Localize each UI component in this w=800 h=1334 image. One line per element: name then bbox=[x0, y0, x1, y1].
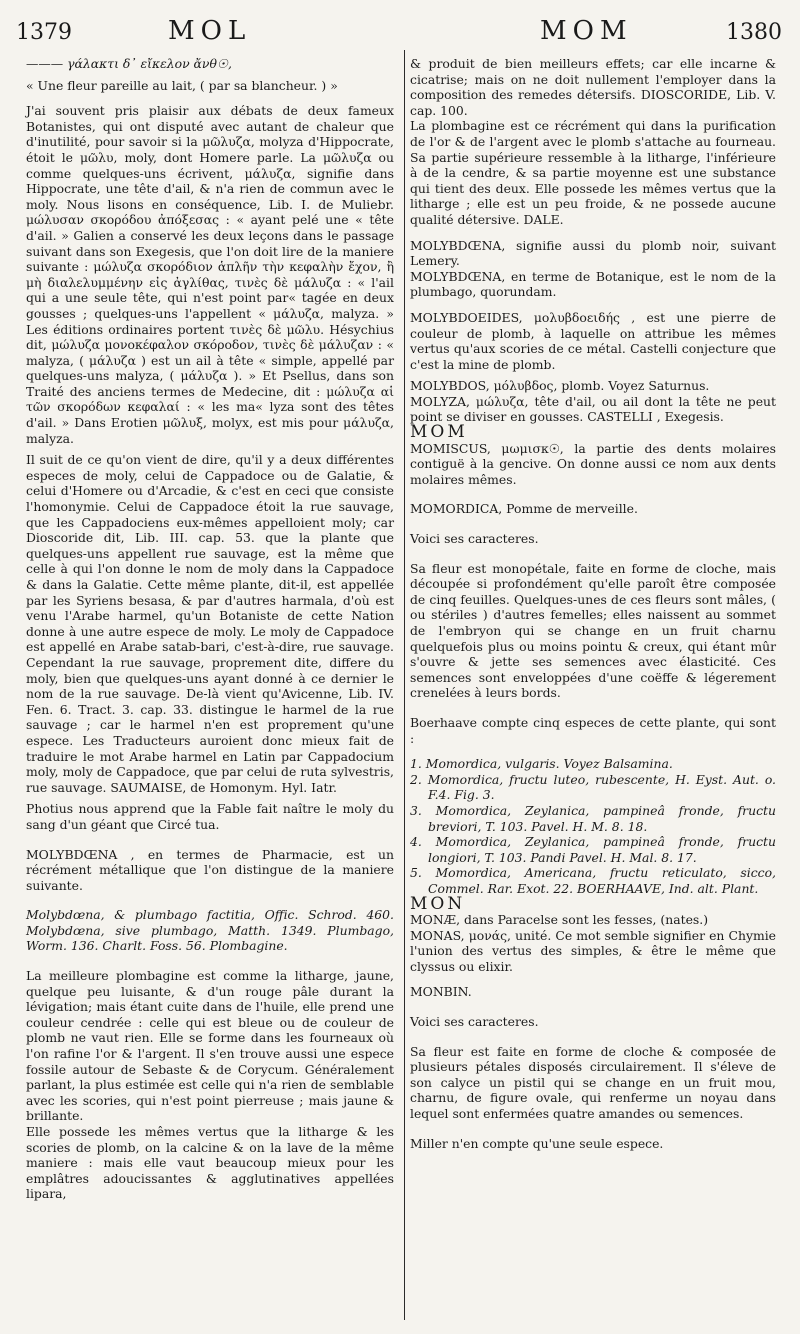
column-divider bbox=[404, 50, 405, 1320]
page-number-right: 1380 bbox=[726, 20, 782, 45]
paragraph-plombagine: La meilleure plombagine est comme la litharge, jaune, quelque peu luisante, & d'un rouge pâle durant la lévigation; mais étant cuite dans de l'huile, elle prend une couleur cendrée : celle qui est bleue ou de couleur de plomb ne vaut rien. Elle se forme dans les fourneaux où l'on rafine l'or & l'argent. Il s'en trouve aussi une espece fossile autour de Sebaste & de Corycum. Généralement parlant, la plus estimée est celle qui n'a rien de semblable avec les scories, qui n'est point pierreuse ; mais jaune & brillante. bbox=[26, 968, 394, 1124]
paragraph-continuation: & produit de bien meilleurs effets; car elle incarne & cicatrise; mais on ne doit nullement l'employer dans la composition des remedes détersifs. DIOSCORIDE, Lib. V. cap. 100. bbox=[410, 56, 776, 118]
entry-momordica: MOMORDICA, Pomme de merveille. bbox=[410, 501, 638, 517]
running-head-right: MOM bbox=[540, 16, 633, 46]
monbin-miller: Miller n'en compte qu'une seule espece. bbox=[410, 1135, 664, 1151]
paragraph-vertus: Elle possede les mêmes vertus que la litharge & les scories de plomb, on la calcine & on la lave de la même maniere : mais elle vaut beaucoup mieux pour les emplâtres adoucissantes & agglutinatives appellées lipara, bbox=[26, 1124, 394, 1202]
species-list-item: 1. Momordica, vulgaris. Voyez Balsamina. bbox=[410, 756, 673, 772]
left-column bbox=[26, 56, 394, 1202]
paragraph-moly-species: Il suit de ce qu'on vient de dire, qu'il y a deux différentes especes de moly, celui de Cappadoce ou de Galatie, & celui d'Homere ou d'Arcadie, & c'est en ceci que consiste l'homonymie. Celui de Cappadoce étoit la rue sauvage, que les Cappadociens eux-mêmes appelloient moly; car Dioscoride dit, Lib. III. cap. 53. que la plante que quelques-uns appellent rue sauvage, est la même que celle à qui l'on donne le nom de moly dans la Cappadoce & dans la Galatie. Cette même plante, dit-il, est appellée par les Syriens besasa, & par d'autres harmala, d'où est venu l'Arabe harmel, qu'un Botaniste de cette Nation donne à une autre espece de moly. Le moly de Cappadoce est appellé en Arabe satab-bari, c'est-à-dire, rue sauvage. Cependant la rue sauvage, proprement dite, differe du moly, bien que quelques-uns ayant donné à ce dernier le nom de la rue sauvage. De-là vient qu'Avicenne, Lib. IV. Fen. 6. Tract. 3. cap. 33. distingue le harmel de la rue sauvage ; car le harmel n'en est proprement qu'une espece. Les Traducteurs auroient donc mieux fait de traduire le mot Arabe harmel en Latin par Cappadocium moly, moly de Cappadoce, que par celui de ruta sylvestris, rue sauvage. SAUMAISE, de Homonym. Hyl. Iatr. bbox=[26, 452, 394, 795]
entry-momiscus: MOMISCUS, μωμισκ☉, la partie des dents molaires contiguë à la gencive. On donne aussi ce nom aux dents molaires mêmes. bbox=[410, 440, 776, 487]
species-list-item: 2. Momordica, fructu luteo, rubescente, H. Eyst. Aut. o. F.4. Fig. 3. bbox=[410, 771, 776, 803]
greek-quote: ——— γάλακτι δ᾽ εἴκελον ἄνθ☉, bbox=[26, 56, 232, 71]
entry-molyza: MOLYZA, μώλυζα, tête d'ail, ou ail dont la tête ne peut point se diviser en gousses. CASTELLI , Exegesis. bbox=[410, 393, 776, 425]
momordica-caracteres: Voici ses caracteres. bbox=[410, 531, 539, 547]
paragraph-photius: Photius nous apprend que la Fable fait naître le moly du sang d'un géant que Circé tua. bbox=[26, 801, 394, 832]
species-list-item: 3. Momordica, Zeylanica, pampineâ fronde, fructu breviori, T. 103. Pavel. H. M. 8. 18. bbox=[410, 802, 776, 834]
quote-translation: « Une fleur pareille au lait, ( par sa blancheur. ) » bbox=[26, 77, 338, 93]
entry-molybdoena-lemery: MOLYBDŒNA, signifie aussi du plomb noir, suivant Lemery. bbox=[410, 237, 776, 269]
section-heading-mom: MOM bbox=[410, 422, 468, 443]
momordica-fleur: Sa fleur est monopétale, faite en forme de cloche, mais découpée si profondément qu'elle paroît être composée de cinq feuilles. Quelques-unes de ces fleurs sont mâles, ( ou stériles ) d'autres femelles; elles naissent au sommet de l'embryon qui se change en un fruit charnu quelquefois plus ou moins pointu & creux, qui étant mûr s'ouvre & jette ses semences avec élasticité. Ces semences sont enveloppées d'une coëffe & légerement crenelées à leurs bords. bbox=[410, 560, 776, 701]
section-heading-mon: MON bbox=[410, 893, 466, 914]
paragraph-plombagine-def: La plombagine est ce récrément qui dans la purification de l'or & de l'argent avec le plomb s'attache au fourneau. Sa partie supérieure ressemble à la litharge, l'inférieure à de la cendre, & sa partie moyenne est une substance qui tient des deux. Elle possede les mêmes vertus que la litharge ; elle est un peu froide, & ne possede aucune qualité détersive. DALE. bbox=[410, 118, 776, 227]
page-number-left: 1379 bbox=[16, 20, 72, 45]
paragraph-molyza: J'ai souvent pris plaisir aux débats de deux fameux Botanistes, qui ont disputé avec autant de chaleur que d'inutilité, pour savoir si la μῶλυζα, molyza d'Hippocrate, étoit le μῶλυ, moly, dont Homere parle. La μῶλυζα ou comme quelques-uns écrivent, μάλυζα, signifie dans Hippocrate, une tête d'ail, & n'a rien de commun avec le moly. Nous lisons en conséquence, Lib. I. de Muliebr. μώλυσαν σκορόδου ἀπόξεσας : « ayant pelé une « tête d'ail. » Galien a conservé les deux leçons dans le passage suivant dans son Exegesis, que l'on doit lire de la maniere suivante : μώλυζα σκορόδιον ἁπλῆν τὴν κεφαλὴν ἔχον, ἢ μὴ διαλελυμμένην εἰς ἀγλίθας, τινὲς δὲ μάλυζα : « l'ail qui a une seule tête, qui n'est point par« tagée en deux gousses ; quelques-uns l'appellent « μάλυζα, malyza. » Les éditions ordinaires portent τινὲς δὲ μῶλυ. Hésychius dit, μώλυζα μονοκέφαλον σκόροδον, τινὲς δὲ μάλυζαν : « malyza, ( μάλυζα ) est un ail à tête « simple, appellé par quelques-uns malyza, ( μάλυζα ). » Et Psellus, dans son Traité des anciens termes de Medecine, dit : μώλυζα αἱ τῶν σκορόδων κεφαλαί : « les ma« lyza sont des têtes d'ail. » Dans Erotien μῶλυξ, molyx, est mis pour μάλυζα, malyza. bbox=[26, 103, 394, 446]
entry-molybdoeides: MOLYBDOEIDES, μολυβδοειδής , est une pierre de couleur de plomb, à laquelle on attribue les mêmes vertus qu'aux scories de ce métal. Castelli conjecture que c'est la mine de plomb. bbox=[410, 309, 776, 372]
entry-molybdos: MOLYBDOS, μόλυβδος, plomb. Voyez Saturnus. bbox=[410, 378, 710, 394]
entry-monas: MONAS, μονάς, unité. Ce mot semble signifier en Chymie l'union des vertus des simples, & être le même que clyssus ou elixir. bbox=[410, 927, 776, 974]
monbin-fleur: Sa fleur est faite en forme de cloche & composée de plusieurs pétales disposés circulairement. Il s'éleve de son calyce un pistil qui se change en un fruit mou, charnu, de figure ovale, qui renferme un noyau dans lequel sont enfermées quatre amandes ou semences. bbox=[410, 1043, 776, 1122]
entry-monae: MONÆ, dans Paracelse sont les fesses, (nates.) bbox=[410, 912, 709, 928]
momordica-boerhaave: Boerhaave compte cinq especes de cette plante, qui sont : bbox=[410, 714, 776, 746]
monbin-caracteres: Voici ses caracteres. bbox=[410, 1014, 539, 1030]
species-list-item: 4. Momordica, Zeylanica, pampineâ fronde, fructu longiori, T. 103. Pandi Pavel. H. Mal. 8. 17. bbox=[410, 834, 776, 865]
synonyms-molybdoena: Molybdœna, & plumbago factitia, Offic. Schrod. 460. Molybdœna, sive plumbago, Matth. 1349. Plumbago, Worm. 136. Charlt. Foss. 56. Plombagine. bbox=[26, 907, 394, 954]
species-list-item: 5. Momordica, Americana, fructu reticulato, sicco, Commel. Rar. Exot. 22. BOERHAAVE, Ind. alt. Plant. bbox=[410, 865, 776, 896]
page-header bbox=[0, 14, 800, 58]
right-column bbox=[410, 56, 776, 1151]
running-head-left: MOL bbox=[168, 16, 252, 46]
entry-molybdoena: MOLYBDŒNA , en termes de Pharmacie, est un récrément métallique que l'on distingue de la maniere suivante. bbox=[26, 846, 394, 893]
entry-monbin: MONBIN. bbox=[410, 984, 472, 1000]
entry-molybdoena-botanique: MOLYBDŒNA, en terme de Botanique, est le nom de la plumbago, quorundam. bbox=[410, 268, 776, 300]
